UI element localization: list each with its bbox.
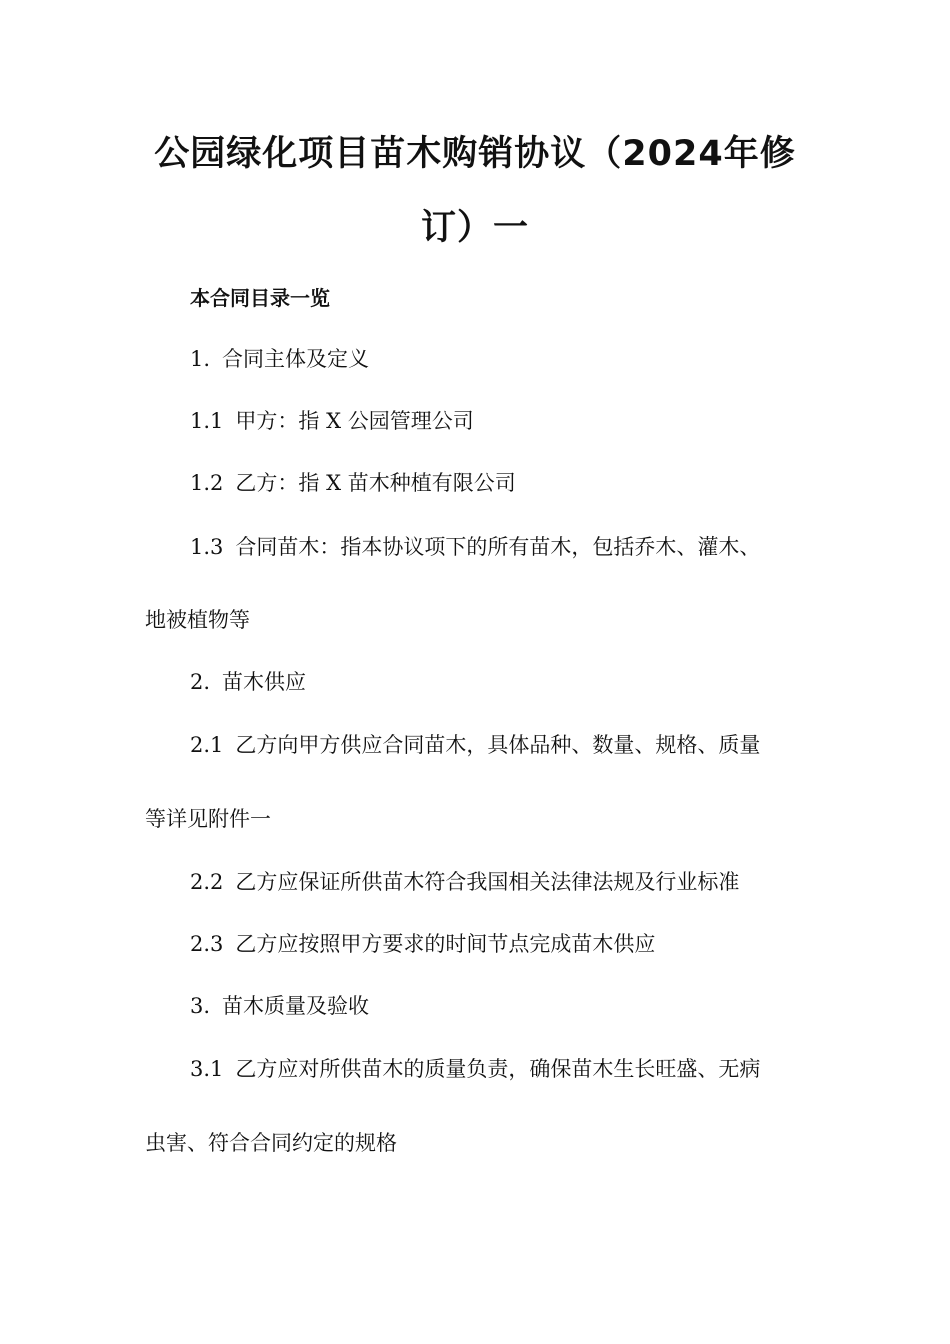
section-2: [190, 668, 306, 696]
clause-number: 3.1: [190, 1057, 224, 1081]
clause-1-1: [190, 407, 474, 435]
clause-text: 乙方：指 X 苗木种植有限公司: [235, 471, 516, 495]
document-title-line-2: 订）一: [420, 208, 529, 248]
section-1: [190, 345, 369, 373]
clause-number: 1.2: [190, 471, 224, 495]
section-number: 3.: [190, 994, 211, 1018]
clause-text: 甲方：指 X 公园管理公司: [235, 409, 474, 433]
clause-1-2: [190, 469, 516, 497]
section-3: [190, 992, 369, 1020]
section-number: 2.: [190, 670, 211, 694]
clause-number: 2.1: [190, 733, 224, 757]
clause-number: 2.2: [190, 870, 224, 894]
clause-3-1-continuation: 虫害、符合合同约定的规格: [145, 1131, 397, 1155]
clause-number: 2.3: [190, 932, 224, 956]
clause-text: 合同苗木：指本协议项下的所有苗木，包括乔木、灌木、: [235, 535, 761, 559]
clause-2-1-continuation: 等详见附件一: [145, 807, 271, 831]
clause-text: 乙方向甲方供应合同苗木，具体品种、数量、规格、质量: [235, 733, 761, 757]
clause-2-3: [190, 930, 655, 958]
clause-number: 1.3: [190, 535, 224, 559]
clause-3-1: [190, 1055, 760, 1083]
section-number: 1.: [190, 347, 211, 371]
document-title-line-1: 公园绿化项目苗木购销协议（2024年修: [154, 134, 796, 174]
clause-text: 乙方应对所供苗木的质量负责，确保苗木生长旺盛、无病: [235, 1057, 761, 1081]
clause-1-3: [190, 533, 760, 561]
clause-text: 乙方应按照甲方要求的时间节点完成苗木供应: [235, 932, 656, 956]
toc-heading: 本合同目录一览: [190, 286, 330, 310]
clause-text: 乙方应保证所供苗木符合我国相关法律法规及行业标准: [235, 870, 740, 894]
clause-2-2: [190, 868, 739, 896]
section-text: 苗木供应: [222, 670, 307, 694]
section-text: 苗木质量及验收: [222, 994, 370, 1018]
clause-2-1: [190, 731, 760, 759]
section-text: 合同主体及定义: [222, 347, 370, 371]
clause-number: 1.1: [190, 409, 224, 433]
clause-1-3-continuation: 地被植物等: [145, 608, 250, 632]
